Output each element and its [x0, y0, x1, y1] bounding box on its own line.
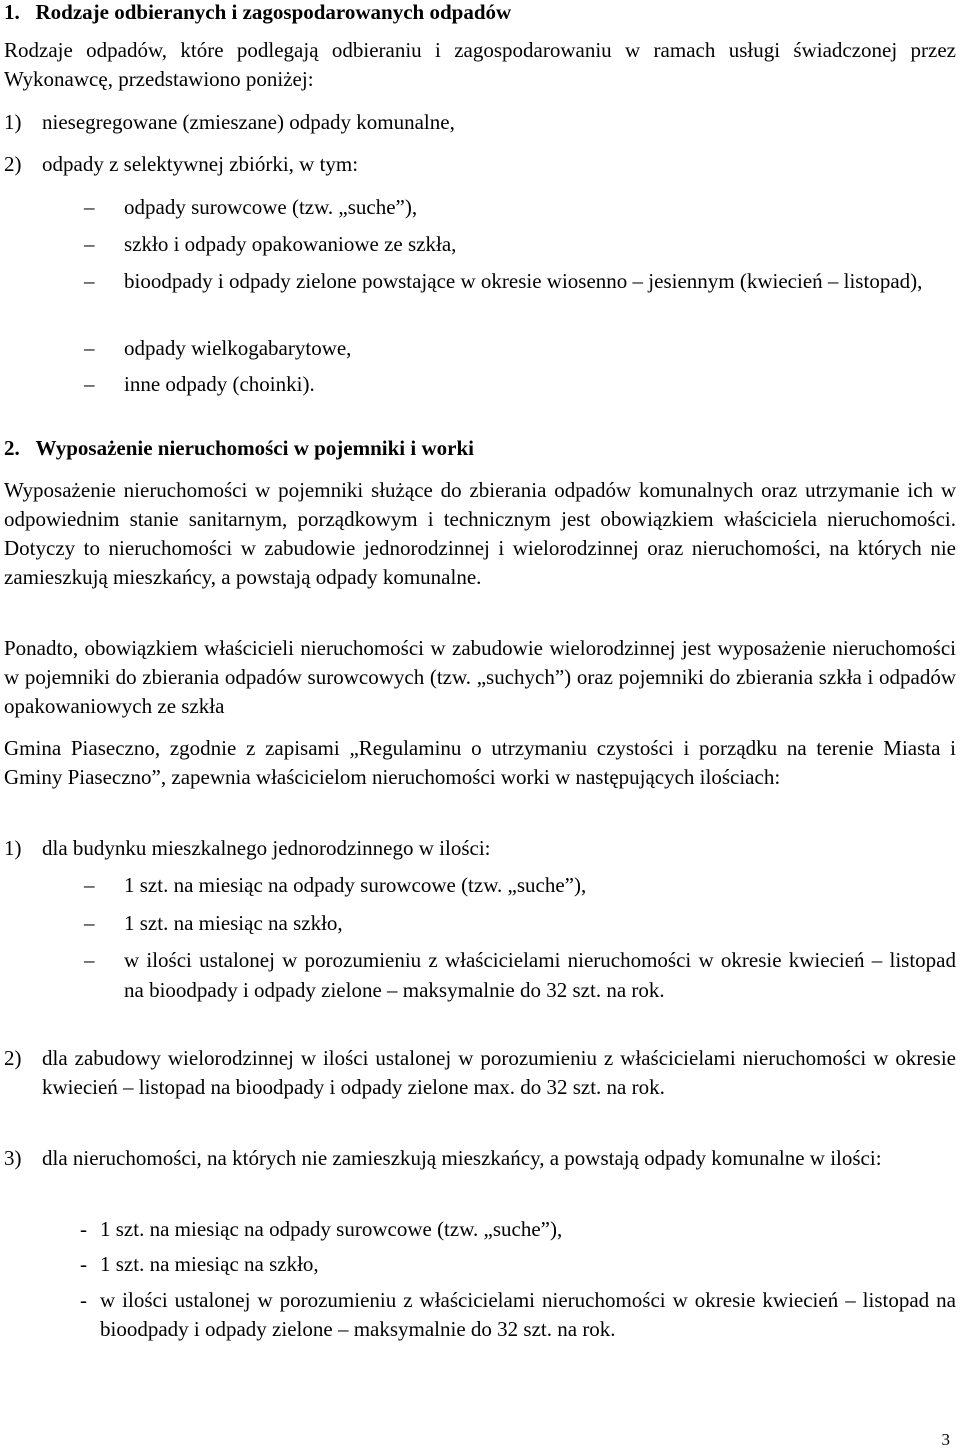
hyphen-marker: -: [80, 1288, 87, 1312]
list-text: odpady wielkogabarytowe,: [124, 336, 352, 360]
dash-marker: –: [84, 372, 95, 396]
list-text: niesegregowane (zmieszane) odpady komunalne,: [42, 110, 455, 134]
list-number: 2): [4, 1046, 22, 1070]
list-text: szkło i odpady opakowaniowe ze szkła,: [124, 232, 457, 256]
dash-marker: –: [84, 873, 95, 897]
list-text: odpady surowcowe (tzw. „suche”),: [124, 195, 418, 219]
list-text: odpady z selektywnej zbiórki, w tym:: [42, 152, 359, 176]
list-item: [84, 192, 956, 222]
list-number: 1): [4, 110, 22, 134]
list-item: [4, 150, 956, 179]
list-text: w ilości ustalonej w porozumieniu z właścicielami nieruchomości w okresie kwiecień – listopad na bioodpady i odpady zielone – maksymalnie do 32 szt. na rok.: [100, 1288, 956, 1341]
section-1-heading: 1. Rodzaje odbieranych i zagospodarowanych odpadów: [4, 0, 512, 24]
list-item: [4, 108, 956, 137]
section-2-paragraph: Gmina Piaseczno, zgodnie z zapisami „Regulaminu o utrzymaniu czystości i porządku na terenie Miasta i Gminy Piaseczno”, zapewnia właścicielom nieruchomości worki w następujących ilościach:: [4, 736, 956, 789]
list-item: [84, 908, 956, 938]
dash-marker: –: [84, 195, 95, 219]
list-text: 1 szt. na miesiąc na odpady surowcowe (tzw. „suche”),: [124, 873, 587, 897]
list-number: 2): [4, 152, 22, 176]
list-text: w ilości ustalonej w porozumieniu z właścicielami nieruchomości w okresie kwiecień – listopad na bioodpady i odpady zielone – maksymalnie do 32 szt. na rok.: [124, 948, 956, 1002]
dash-marker: –: [84, 911, 95, 935]
list-item: [80, 1215, 956, 1244]
list-text: bioodpady i odpady zielone powstające w okresie wiosenno – jesiennym (kwiecień – listopad),: [124, 269, 923, 293]
list-text: inne odpady (choinki).: [124, 372, 315, 396]
list-text: dla budynku mieszkalnego jednorodzinnego w ilości:: [42, 836, 491, 860]
list-text: 1 szt. na miesiąc na odpady surowcowe (tzw. „suche”),: [100, 1217, 563, 1241]
list-number: 1): [4, 836, 22, 860]
dash-marker: –: [84, 232, 95, 256]
section-2-paragraph: Wyposażenie nieruchomości w pojemniki służące do zbierania odpadów komunalnych oraz utrzymanie ich w odpowiednim stanie sanitarnym, porządkowym i technicznym jest obowiązkiem właściciela nieruchomości. Dotyczy to nieruchomości w zabudowie jednorodzinnej i wielorodzinnej oraz nieruchomości, na których nie zamieszkują mieszkańcy, a powstają odpady komunalne.: [4, 478, 956, 589]
list-text: dla zabudowy wielorodzinnej w ilości ustalonej w porozumieniu z właścicielami nieruchomości w okresie kwiecień – listopad na bioodpady i odpady zielone max. do 32 szt. na rok.: [42, 1046, 956, 1099]
hyphen-marker: -: [80, 1217, 87, 1241]
list-item: [84, 870, 956, 900]
list-text: dla nieruchomości, na których nie zamieszkują mieszkańcy, a powstają odpady komunalne w ilości:: [42, 1146, 882, 1170]
list-item: [4, 1144, 956, 1173]
list-item: [84, 229, 956, 259]
hyphen-marker: -: [80, 1252, 87, 1276]
list-text: 1 szt. na miesiąc na szkło,: [124, 911, 343, 935]
dash-marker: –: [84, 336, 95, 360]
list-text: 1 szt. na miesiąc na szkło,: [100, 1252, 319, 1276]
list-item: [84, 945, 956, 1005]
section-1-intro: Rodzaje odpadów, które podlegają odbieraniu i zagospodarowaniu w ramach usługi świadczonej przez Wykonawcę, przedstawiono poniżej:: [4, 38, 956, 91]
section-2-paragraph: Ponadto, obowiązkiem właścicieli nieruchomości w zabudowie wielorodzinnej jest wyposażenie nieruchomości w pojemniki do zbierania odpadów surowcowych (tzw. „suchych”) oraz pojemniki do zbierania szkła i odpadów opakowaniowych ze szkła: [4, 636, 956, 718]
page-number: 3: [941, 1430, 950, 1449]
section-2-heading: 2. Wyposażenie nieruchomości w pojemniki i worki: [4, 436, 474, 460]
list-item: [80, 1286, 956, 1344]
list-item: [4, 1044, 956, 1102]
dash-marker: –: [84, 269, 95, 293]
dash-marker: –: [84, 948, 95, 972]
list-item: [84, 369, 956, 399]
list-item: [84, 266, 956, 296]
list-item: [80, 1250, 956, 1279]
list-item: [4, 834, 956, 863]
list-item: [84, 333, 956, 363]
list-number: 3): [4, 1146, 22, 1170]
